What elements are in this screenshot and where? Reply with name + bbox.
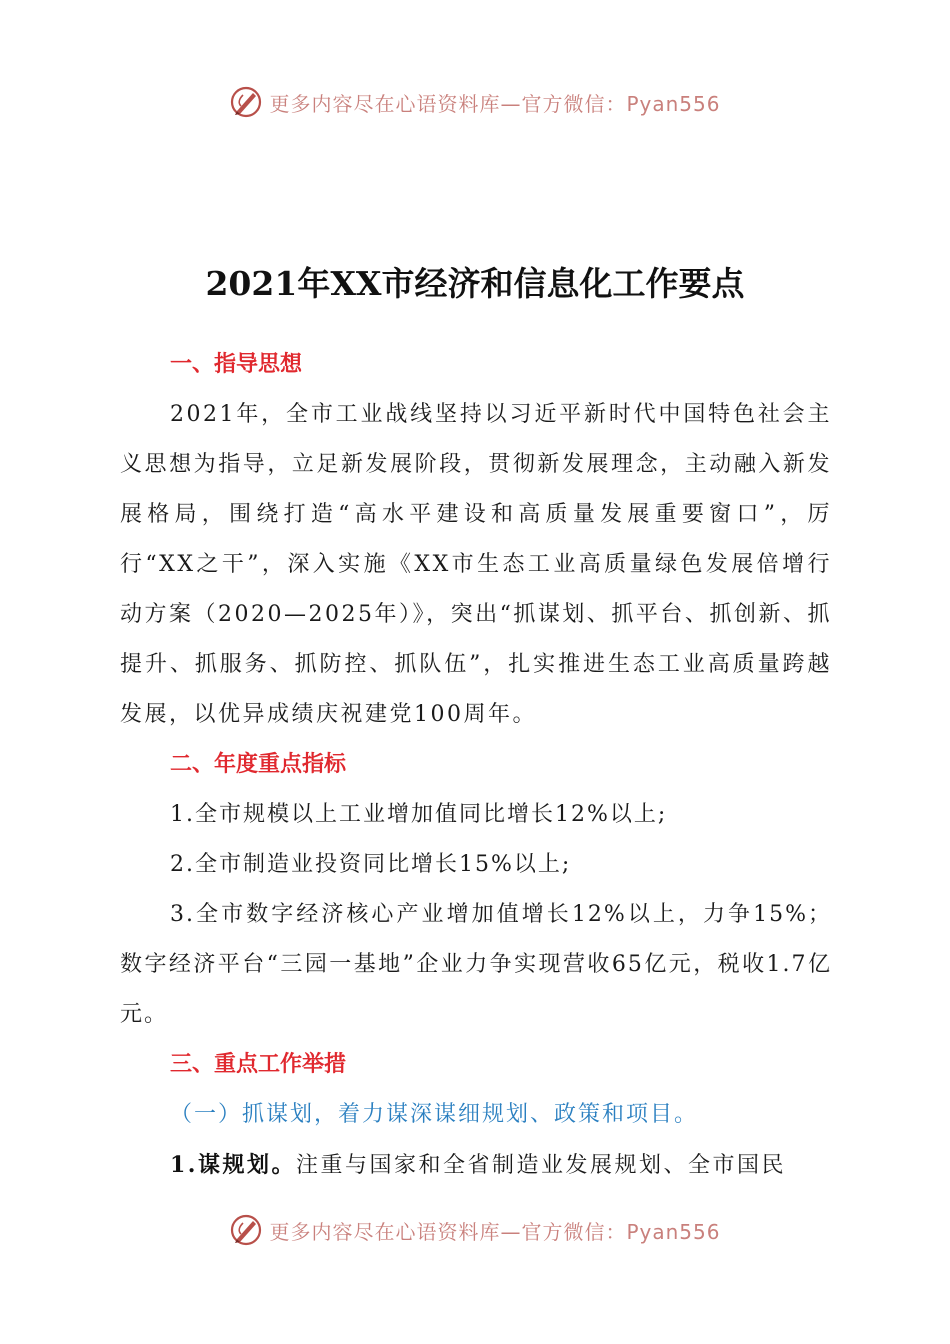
guiding-ideology-paragraph: 2021年，全市工业战线坚持以习近平新时代中国特色社会主义思想为指导，立足新发展阶段，贯彻新发展理念，主动融入新发展格局，围绕打造“高水平建设和高质量发展重要窗口”，厉行“XX之干”，深入实施《XX市生态工业高质量绿色发展倍增行动方案（2020—2025年）》，突出“抓谋划、抓平台、抓创新、抓提升、抓服务、抓防控、抓队伍”，扎实推进生态工业高质量跨越发展，以优异成绩庆祝建党100周年。 <box>120 402 832 727</box>
watermark-text: 更多内容尽在心语资料库—官方微信：Pyan556 <box>269 91 721 116</box>
target-item: 2.全市制造业投资同比增长15%以上; <box>170 852 572 877</box>
measure-item-text: 注重与国家和全省制造业发展规划、全市国民 <box>295 1153 786 1178</box>
target-item: 1.全市规模以上工业增加值同比增长12%以上; <box>170 802 668 827</box>
section-heading-annual-targets: 二、年度重点指标 <box>170 752 347 777</box>
section-heading-key-measures: 三、重点工作举措 <box>170 1052 347 1077</box>
watermark-top <box>0 80 950 124</box>
document-body <box>120 340 832 1190</box>
section-heading-guiding-ideology: 一、指导思想 <box>170 352 303 377</box>
measure-item <box>120 1140 832 1190</box>
watermark-bottom <box>0 1208 950 1252</box>
watermark-text: 更多内容尽在心语资料库—官方微信：Pyan556 <box>269 1219 721 1244</box>
target-item: 3.全市数字经济核心产业增加值增长12%以上，力争15%；数字经济平台“三园一基地”企业力争实现营收65亿元，税收1.7亿元。 <box>120 902 832 1027</box>
measure-item-lead: 1.谋规划。 <box>170 1152 296 1178</box>
pen-logo-icon <box>229 1213 263 1247</box>
subsection-heading-planning: （一）抓谋划，着力谋深谋细规划、政策和项目。 <box>170 1102 699 1127</box>
document-title: 2021年XX市经济和信息化工作要点 <box>205 264 745 303</box>
pen-logo-icon <box>229 85 263 119</box>
